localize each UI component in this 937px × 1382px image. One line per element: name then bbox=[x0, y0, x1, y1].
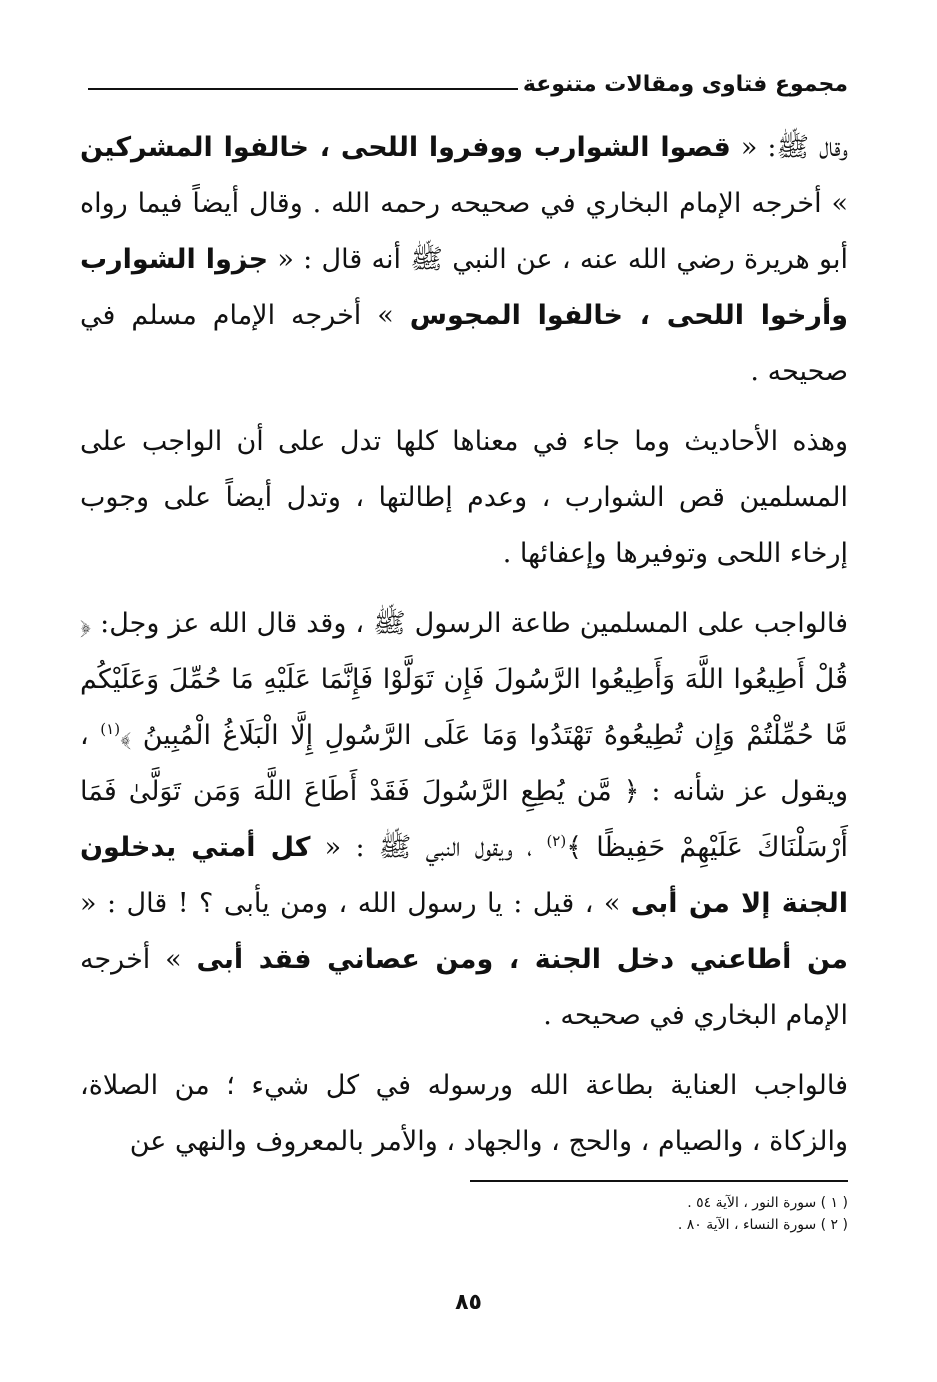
body-text bbox=[80, 120, 848, 1184]
footnotes bbox=[470, 1192, 848, 1236]
paragraph bbox=[80, 1058, 848, 1170]
text-segment: » ، قيل : يا رسول الله ، ومن يأبى ؟ ! قال : « bbox=[80, 888, 631, 919]
text-segment: » أخرجه الإمام البخاري في صحيحه . bbox=[80, 944, 848, 1031]
text-segment: فالواجب على المسلمين طاعة الرسول ﷺ ، وقد قال الله عز وجل: bbox=[91, 608, 848, 639]
text-segment: » أخرجه الإمام البخاري في صحيحه رحمه الله . وقال أيضاً فيما رواه أبو هريرة رضي الله عنه ، عن النبي ﷺ أنه قال : « bbox=[80, 188, 848, 275]
footnote-2: ( ٢ ) سورة النساء ، الآية ٨٠ . bbox=[677, 1217, 848, 1233]
text-segment: » أخرجه الإمام مسلم في صحيحه . bbox=[80, 300, 848, 387]
paragraph bbox=[80, 414, 848, 582]
text-segment: ، ويقول النبي ﷺ : « bbox=[310, 832, 547, 863]
page-number: ٨٥ bbox=[455, 1290, 482, 1315]
footnote-1: ( ١ ) سورة النور ، الآية ٥٤ . bbox=[687, 1195, 848, 1211]
paragraph bbox=[80, 596, 848, 1044]
hadith-quote: جزوا الشوارب وأرخوا اللحى ، خالفوا المجوس bbox=[80, 244, 848, 331]
footnote-separator bbox=[470, 1180, 848, 1182]
quran-verse: ﴿ مَّن يُطِعِ الرَّسُولَ فَقَدْ أَطَاعَ اللَّهَ وَمَن تَوَلَّىٰ فَمَا أَرْسَلْنَاكَ عَلَيْهِمْ حَفِيظًا ﴾ bbox=[80, 776, 848, 863]
hadith-quote: قصوا الشوارب ووفروا اللحى ، خالفوا المشركين bbox=[80, 132, 731, 163]
footnote-reference: (٢) bbox=[546, 832, 567, 850]
paragraph bbox=[80, 120, 848, 400]
hadith-quote: من أطاعني دخل الجنة ، ومن عصاني فقد أبى bbox=[196, 944, 848, 975]
text-segment: وقال ﷺ: « bbox=[730, 132, 848, 163]
hadith-quote: كل أمتي يدخلون الجنة إلا من أبى bbox=[80, 832, 848, 919]
text-segment: فالواجب العناية بطاعة الله ورسوله في كل شيء ؛ من الصلاة، والزكاة ، والصيام ، والحج ، والجهاد ، والأمر بالمعروف والنهي عن bbox=[80, 1070, 848, 1157]
text-segment: ، ويقول عز شأنه : bbox=[80, 720, 849, 807]
header-rule bbox=[88, 88, 518, 90]
running-header bbox=[88, 66, 848, 116]
header-title: مجموع فتاوى ومقالات متنوعة bbox=[522, 72, 848, 97]
quran-verse: ﴿ قُلْ أَطِيعُوا اللَّهَ وَأَطِيعُوا الرَّسُولَ فَإِن تَوَلَّوْا فَإِنَّمَا عَلَيْهِ مَا حُمِّلَ وَعَلَيْكُم مَّا حُمِّلْتُمْ وَإِن تُطِيعُوهُ تَهْتَدُوا وَمَا عَلَى الرَّسُولِ إِلَّا الْبَلَاغُ الْمُبِينُ ﴾ bbox=[80, 608, 848, 751]
text-segment: وهذه الأحاديث وما جاء في معناها كلها تدل على أن الواجب على المسلمين قص الشوارب ، وعدم إطالتها ، وتدل أيضاً على وجوب إرخاء اللحى وتوفيرها وإعفائها . bbox=[80, 426, 848, 569]
footnote-reference: (١) bbox=[100, 720, 121, 738]
